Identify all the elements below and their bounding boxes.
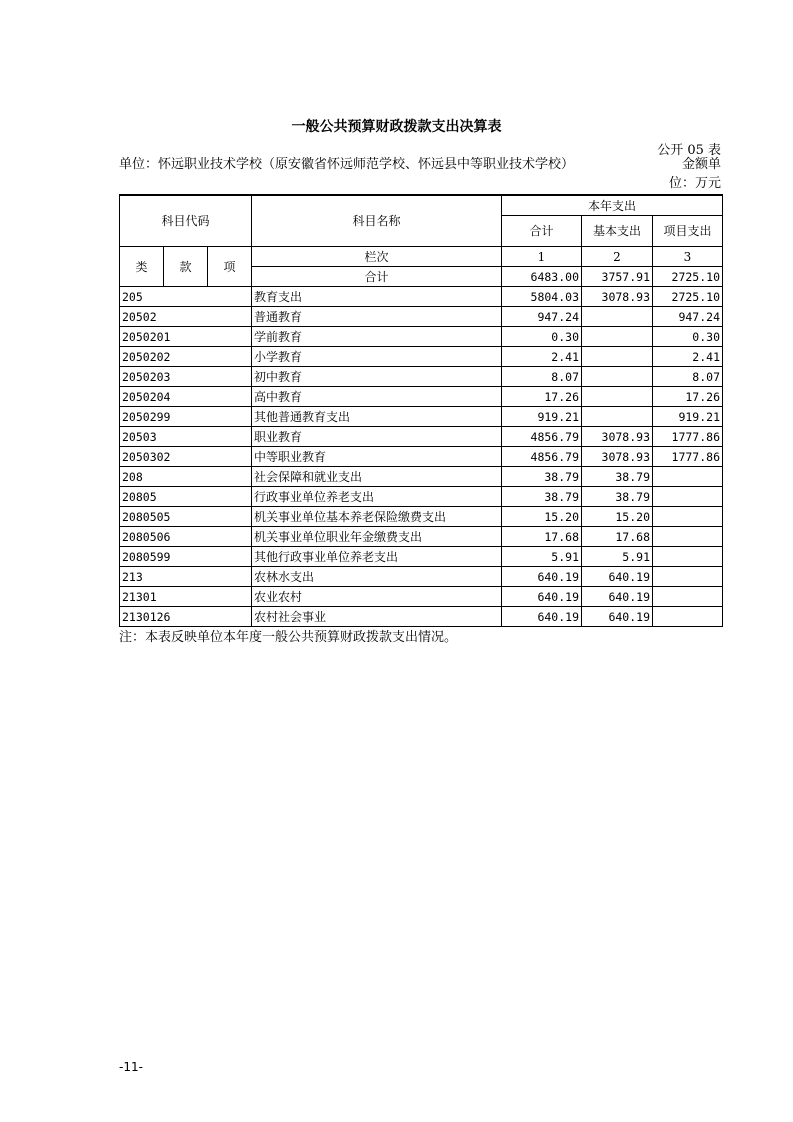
row-code: 208 xyxy=(120,467,252,487)
row-basic: 640.19 xyxy=(582,567,653,587)
table-row xyxy=(120,367,723,387)
row-basic: 3078.93 xyxy=(582,447,653,467)
row-total: 38.79 xyxy=(502,467,582,487)
row-name: 职业教育 xyxy=(252,427,502,447)
row-code: 2080506 xyxy=(120,527,252,547)
row-name: 机关事业单位职业年金缴费支出 xyxy=(252,527,502,547)
amount-unit: 金额单位：万元 xyxy=(668,157,721,191)
header-code-group: 科目代码 xyxy=(120,195,252,247)
row-basic: 3078.93 xyxy=(582,287,653,307)
row-project xyxy=(653,467,723,487)
table-row xyxy=(120,607,723,627)
header-name: 科目名称 xyxy=(252,195,502,247)
row-total: 8.07 xyxy=(502,367,582,387)
footnote: 注：本表反映单位本年度一般公共预算财政拨款支出情况。 xyxy=(119,630,458,645)
page-title: 一般公共预算财政拨款支出决算表 xyxy=(291,119,502,135)
table-row xyxy=(120,507,723,527)
expenditure-table xyxy=(119,194,723,627)
row-basic xyxy=(582,347,653,367)
row-total: 17.68 xyxy=(502,527,582,547)
header-lanci: 栏次 xyxy=(252,247,502,267)
row-code: 205 xyxy=(120,287,252,307)
row-total: 15.20 xyxy=(502,507,582,527)
unit-line: 单位：怀远职业技术学校（原安徽省怀远师范学校、怀远县中等职业技术学校） xyxy=(119,157,575,172)
table-row xyxy=(120,387,723,407)
row-basic xyxy=(582,367,653,387)
row-code: 20502 xyxy=(120,307,252,327)
row-name: 教育支出 xyxy=(252,287,502,307)
row-name: 学前教育 xyxy=(252,327,502,347)
row-name: 农村社会事业 xyxy=(252,607,502,627)
header-kuan: 款 xyxy=(164,247,208,287)
header-xiang: 项 xyxy=(208,247,252,287)
row-name: 小学教育 xyxy=(252,347,502,367)
header-col2: 2 xyxy=(582,247,653,267)
header-row-1 xyxy=(120,195,723,216)
row-total: 947.24 xyxy=(502,307,582,327)
row-name: 中等职业教育 xyxy=(252,447,502,467)
row-project: 2725.10 xyxy=(653,287,723,307)
row-basic xyxy=(582,327,653,347)
row-code: 2050202 xyxy=(120,347,252,367)
form-number: 公开 05 表 xyxy=(657,143,721,158)
row-project xyxy=(653,587,723,607)
row-code: 2080599 xyxy=(120,547,252,567)
row-code: 2130126 xyxy=(120,607,252,627)
header-row-3 xyxy=(120,247,723,267)
row-basic: 640.19 xyxy=(582,607,653,627)
row-code: 20805 xyxy=(120,487,252,507)
table-row xyxy=(120,467,723,487)
row-basic: 3078.93 xyxy=(582,427,653,447)
row-name: 行政事业单位养老支出 xyxy=(252,487,502,507)
row-name: 社会保障和就业支出 xyxy=(252,467,502,487)
row-project xyxy=(653,547,723,567)
row-name: 农业农村 xyxy=(252,587,502,607)
row-total: 38.79 xyxy=(502,487,582,507)
row-total: 640.19 xyxy=(502,567,582,587)
row-total: 17.26 xyxy=(502,387,582,407)
sum-total: 6483.00 xyxy=(502,267,582,287)
row-total: 5.91 xyxy=(502,547,582,567)
row-basic xyxy=(582,407,653,427)
row-code: 2050302 xyxy=(120,447,252,467)
row-basic: 15.20 xyxy=(582,507,653,527)
table-row xyxy=(120,447,723,467)
row-total: 919.21 xyxy=(502,407,582,427)
row-code: 2050204 xyxy=(120,387,252,407)
row-total: 640.19 xyxy=(502,587,582,607)
row-total: 4856.79 xyxy=(502,447,582,467)
row-basic xyxy=(582,387,653,407)
row-name: 机关事业单位基本养老保险缴费支出 xyxy=(252,507,502,527)
row-project xyxy=(653,567,723,587)
table-row xyxy=(120,407,723,427)
table-row xyxy=(120,307,723,327)
row-project: 8.07 xyxy=(653,367,723,387)
header-total: 合计 xyxy=(502,216,582,247)
sum-basic: 3757.91 xyxy=(582,267,653,287)
row-code: 2050203 xyxy=(120,367,252,387)
row-code: 2080505 xyxy=(120,507,252,527)
table-row xyxy=(120,527,723,547)
header-basic: 基本支出 xyxy=(582,216,653,247)
row-project: 1777.86 xyxy=(653,447,723,467)
table-row xyxy=(120,567,723,587)
header-year-group: 本年支出 xyxy=(502,195,723,216)
header-col3: 3 xyxy=(653,247,723,267)
row-name: 农林水支出 xyxy=(252,567,502,587)
row-code: 213 xyxy=(120,567,252,587)
row-name: 高中教育 xyxy=(252,387,502,407)
row-total: 640.19 xyxy=(502,607,582,627)
row-name: 初中教育 xyxy=(252,367,502,387)
table-row xyxy=(120,327,723,347)
table-row xyxy=(120,547,723,567)
row-project xyxy=(653,607,723,627)
table-row xyxy=(120,487,723,507)
row-code: 2050201 xyxy=(120,327,252,347)
row-basic: 38.79 xyxy=(582,467,653,487)
row-basic: 640.19 xyxy=(582,587,653,607)
row-project: 1777.86 xyxy=(653,427,723,447)
row-total: 4856.79 xyxy=(502,427,582,447)
row-project: 2.41 xyxy=(653,347,723,367)
row-basic: 17.68 xyxy=(582,527,653,547)
row-name: 其他行政事业单位养老支出 xyxy=(252,547,502,567)
table-row xyxy=(120,287,723,307)
table-row xyxy=(120,427,723,447)
sum-project: 2725.10 xyxy=(653,267,723,287)
row-name: 其他普通教育支出 xyxy=(252,407,502,427)
row-basic: 38.79 xyxy=(582,487,653,507)
row-code: 21301 xyxy=(120,587,252,607)
table-row xyxy=(120,587,723,607)
header-col1: 1 xyxy=(502,247,582,267)
row-basic xyxy=(582,307,653,327)
header-project: 项目支出 xyxy=(653,216,723,247)
row-project xyxy=(653,487,723,507)
row-project: 0.30 xyxy=(653,327,723,347)
row-code: 2050299 xyxy=(120,407,252,427)
row-project: 947.24 xyxy=(653,307,723,327)
row-project: 919.21 xyxy=(653,407,723,427)
row-total: 0.30 xyxy=(502,327,582,347)
row-total: 2.41 xyxy=(502,347,582,367)
table-row xyxy=(120,347,723,367)
row-project: 17.26 xyxy=(653,387,723,407)
row-code: 20503 xyxy=(120,427,252,447)
sum-label: 合计 xyxy=(252,267,502,287)
page-number: -11- xyxy=(119,1060,143,1074)
row-project xyxy=(653,527,723,547)
row-basic: 5.91 xyxy=(582,547,653,567)
header-lei: 类 xyxy=(120,247,164,287)
row-name: 普通教育 xyxy=(252,307,502,327)
row-project xyxy=(653,507,723,527)
row-total: 5804.03 xyxy=(502,287,582,307)
